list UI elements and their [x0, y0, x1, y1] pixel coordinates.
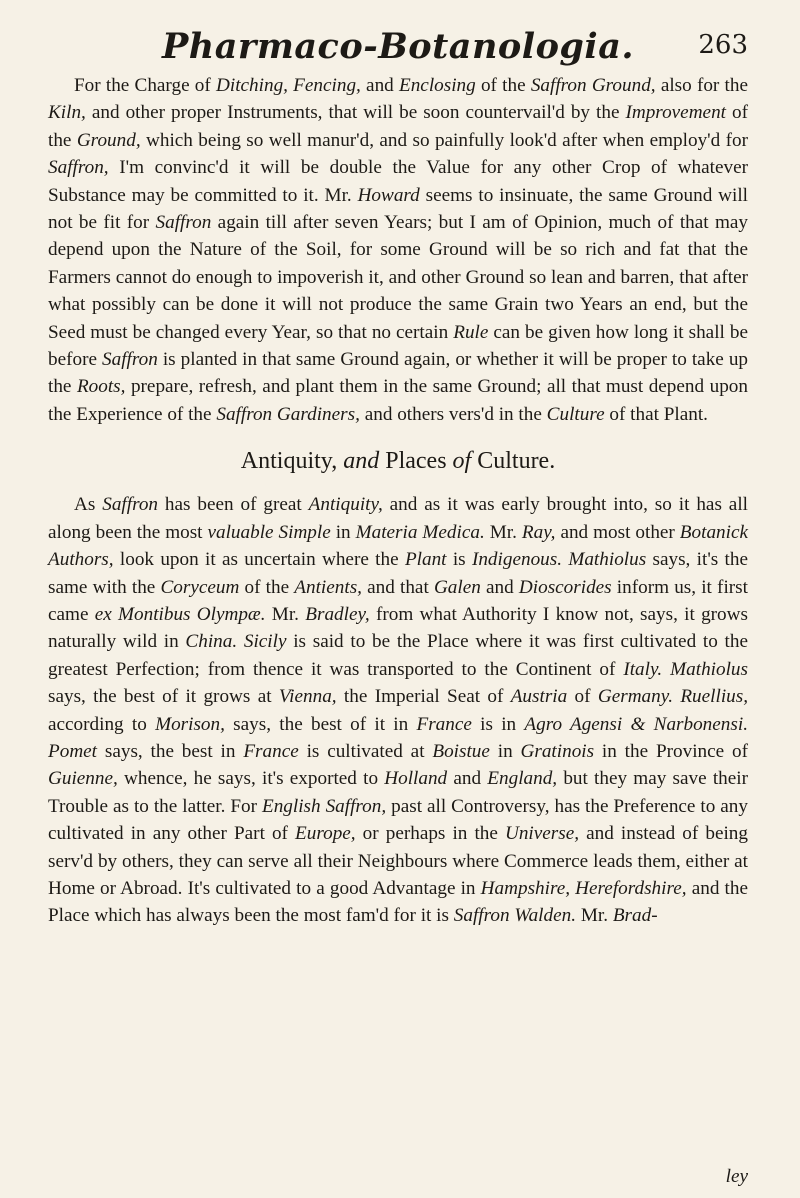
text-run: also for the — [655, 75, 748, 96]
text-run: and — [480, 576, 519, 598]
text-run: and the Place which has always been the most fam'd for it is — [48, 877, 748, 927]
italic-run: Improvement — [625, 102, 726, 124]
text-run: seems to insinuate, the same Ground will not be fit for — [48, 184, 748, 234]
running-head — [48, 26, 748, 72]
italic-run: Enclosing — [398, 75, 476, 96]
text-run: of — [567, 686, 598, 708]
italic-run: Saffron — [102, 494, 159, 516]
italic-run: Botanick Authors, — [48, 521, 748, 571]
italic-run: England, — [487, 768, 558, 790]
text-run: of the — [475, 75, 531, 96]
text-run: Places — [379, 448, 453, 475]
italic-run: Guienne, — [48, 768, 118, 790]
italic-run: Germany. — [597, 686, 673, 708]
italic-run: Pomet — [48, 740, 98, 762]
italic-run: Rule — [453, 321, 489, 343]
italic-run: valuable Simple — [207, 521, 331, 543]
text-run — [662, 659, 670, 680]
text-run: according to — [48, 713, 156, 735]
italic-run: Howard — [357, 184, 420, 206]
italic-run: Agro Agensi & Narbonensi. — [524, 713, 748, 735]
italic-run: Indigenous. — [471, 549, 563, 571]
text-run: and — [360, 75, 399, 96]
italic-run: Coryceum — [160, 576, 240, 598]
text-run: and that — [361, 576, 434, 598]
text-run: Antiquity, — [240, 448, 344, 475]
text-run: which being so well manur'd, and so painfully look'd after when employ'd for — [140, 129, 748, 151]
text-run: in — [489, 740, 521, 762]
italic-run: Saffron — [102, 349, 158, 371]
italic-run: Italy. — [623, 658, 663, 680]
italic-run: Mathiolus — [568, 549, 647, 571]
italic-run: Galen — [433, 576, 481, 598]
text-run: Mr. — [484, 521, 522, 543]
italic-run: Saffron Gardiners, — [216, 403, 360, 425]
text-run: the Imperial Seat of — [336, 686, 511, 708]
text-run: has been of great — [158, 494, 309, 516]
italic-run: Saffron Ground, — [530, 75, 656, 96]
text-run: but they may save their Trouble as to the latter. For — [48, 768, 748, 817]
italic-run: Saffron Walden. — [453, 905, 577, 927]
italic-run: Holland — [384, 768, 448, 790]
text-run: Culture. — [471, 448, 556, 475]
italic-run: Ground, — [76, 129, 141, 151]
text-run: past all Controversy, has the Preference to any cultivated in any other Part of — [48, 795, 748, 845]
text-run: of that Plant. — [604, 403, 708, 425]
running-title: Pharmaco-Botanologia. — [161, 26, 635, 67]
italic-run: Kiln, — [48, 102, 86, 124]
text-run: As — [74, 494, 103, 516]
text-run: says, it's the same with the — [48, 549, 749, 598]
italic-run: Materia Medica. — [355, 521, 485, 543]
text-run: is in — [471, 713, 525, 735]
italic-run: Ditching, Fencing, — [216, 75, 361, 96]
text-run: and most other — [555, 521, 680, 543]
italic-run: China. Sicily — [185, 631, 287, 653]
text-run: look upon it as uncertain where the — [113, 549, 405, 571]
italic-run: France — [243, 740, 299, 762]
text-run: Mr. — [576, 905, 613, 927]
catchword: ley — [725, 1166, 748, 1187]
italic-run: Saffron — [155, 212, 212, 234]
italic-run: Ruellius, — [680, 686, 749, 708]
text-run: of the — [239, 576, 295, 598]
italic-run: and — [343, 448, 380, 475]
italic-run: Universe, — [504, 823, 580, 845]
text-run: says, the best in — [97, 740, 244, 762]
italic-run: Boistue — [432, 740, 490, 762]
text-run: is cultivated at — [298, 740, 433, 762]
italic-run: Mathiolus — [670, 658, 748, 680]
text-run: in — [330, 521, 356, 543]
italic-run: ex Montibus Olympæ. — [94, 603, 266, 625]
italic-run: Brad- — [612, 905, 658, 927]
paragraph-antiquity — [48, 491, 748, 930]
text-run: and others vers'd in the — [359, 403, 547, 425]
text-run: Mr. — [265, 603, 306, 625]
text-run: in the Province of — [594, 740, 748, 762]
italic-run: Roots, — [76, 376, 126, 398]
text-run: of the — [48, 102, 748, 151]
text-run: prepare, refresh, and plant them in the same Ground; all that must depend upon the Experience of the — [48, 376, 748, 425]
italic-run: Saffron, — [48, 157, 109, 179]
italic-run: Europe, — [295, 823, 356, 845]
italic-run: Culture — [546, 403, 605, 425]
italic-run: English Saffron, — [261, 795, 387, 817]
italic-run: Hampshire, Herefordshire, — [480, 877, 687, 899]
italic-run: Dioscorides — [518, 576, 612, 598]
text-run: whence, he says, it's exported to — [117, 768, 385, 790]
italic-run: Plant — [404, 549, 447, 571]
italic-run: France — [416, 713, 472, 735]
italic-run: Morison, — [155, 713, 225, 735]
italic-run: Austria — [510, 686, 568, 708]
text-run: from what Authority I know not, says, it grows naturally wild in — [48, 603, 748, 653]
italic-run: Bradley, — [305, 603, 370, 625]
italic-run: Vienna, — [278, 686, 337, 708]
italic-run: Gratinois — [520, 740, 595, 762]
italic-run: Antients, — [294, 576, 362, 598]
text-run: again till after seven Years; but I am of Opinion, much of that may depend upon the Nature of the Soil, for some Ground will be so rich and fat that the Farmers cannot do enough to impoverish it, and other Ground so lean and barren, that after what possibly can be done it will not produce the same Grain two Years an end, but the Seed must be changed every Year, so that no certain — [48, 212, 748, 343]
text-run: I'm convinc'd it will be double the Value for any other Crop of whatever Substance may be committed to it. Mr. — [48, 157, 748, 206]
text-run: is — [446, 549, 472, 571]
italic-run: of — [452, 448, 472, 475]
text-run: and — [447, 768, 488, 790]
text-run: and other proper Instruments, that will be soon countervail'd by the — [85, 102, 626, 124]
italic-run: Ray, — [521, 521, 556, 543]
text-run: can be given how long it shall be before — [48, 321, 748, 371]
text-run: says, the best of it in — [224, 713, 417, 735]
section-heading — [48, 448, 748, 475]
text-run: inform us, it first came — [48, 576, 748, 625]
text-run: says, the best of it grows at — [48, 686, 279, 708]
text-run: and instead of being serv'd by others, they can serve all their Neighbours where Commerce leads them, either at Home or Abroad. It's cultivated to a good Advantage in — [48, 823, 748, 899]
page-number: 263 — [698, 30, 748, 60]
text-run: is planted in that same Ground again, or whether it will be proper to take up the — [48, 349, 749, 398]
italic-run: Antiquity, — [308, 494, 383, 516]
text-run: or perhaps in the — [355, 823, 505, 845]
paragraph-saffron-ground-costs — [48, 72, 748, 428]
text-run: For the Charge of — [74, 75, 217, 96]
text-run: and as it was early brought into, so it has all along been the most — [48, 494, 748, 543]
text-run: is said to be the Place where it was first cultivated to the greatest Perfection; from thence it was transported to the Continent of — [48, 631, 748, 680]
